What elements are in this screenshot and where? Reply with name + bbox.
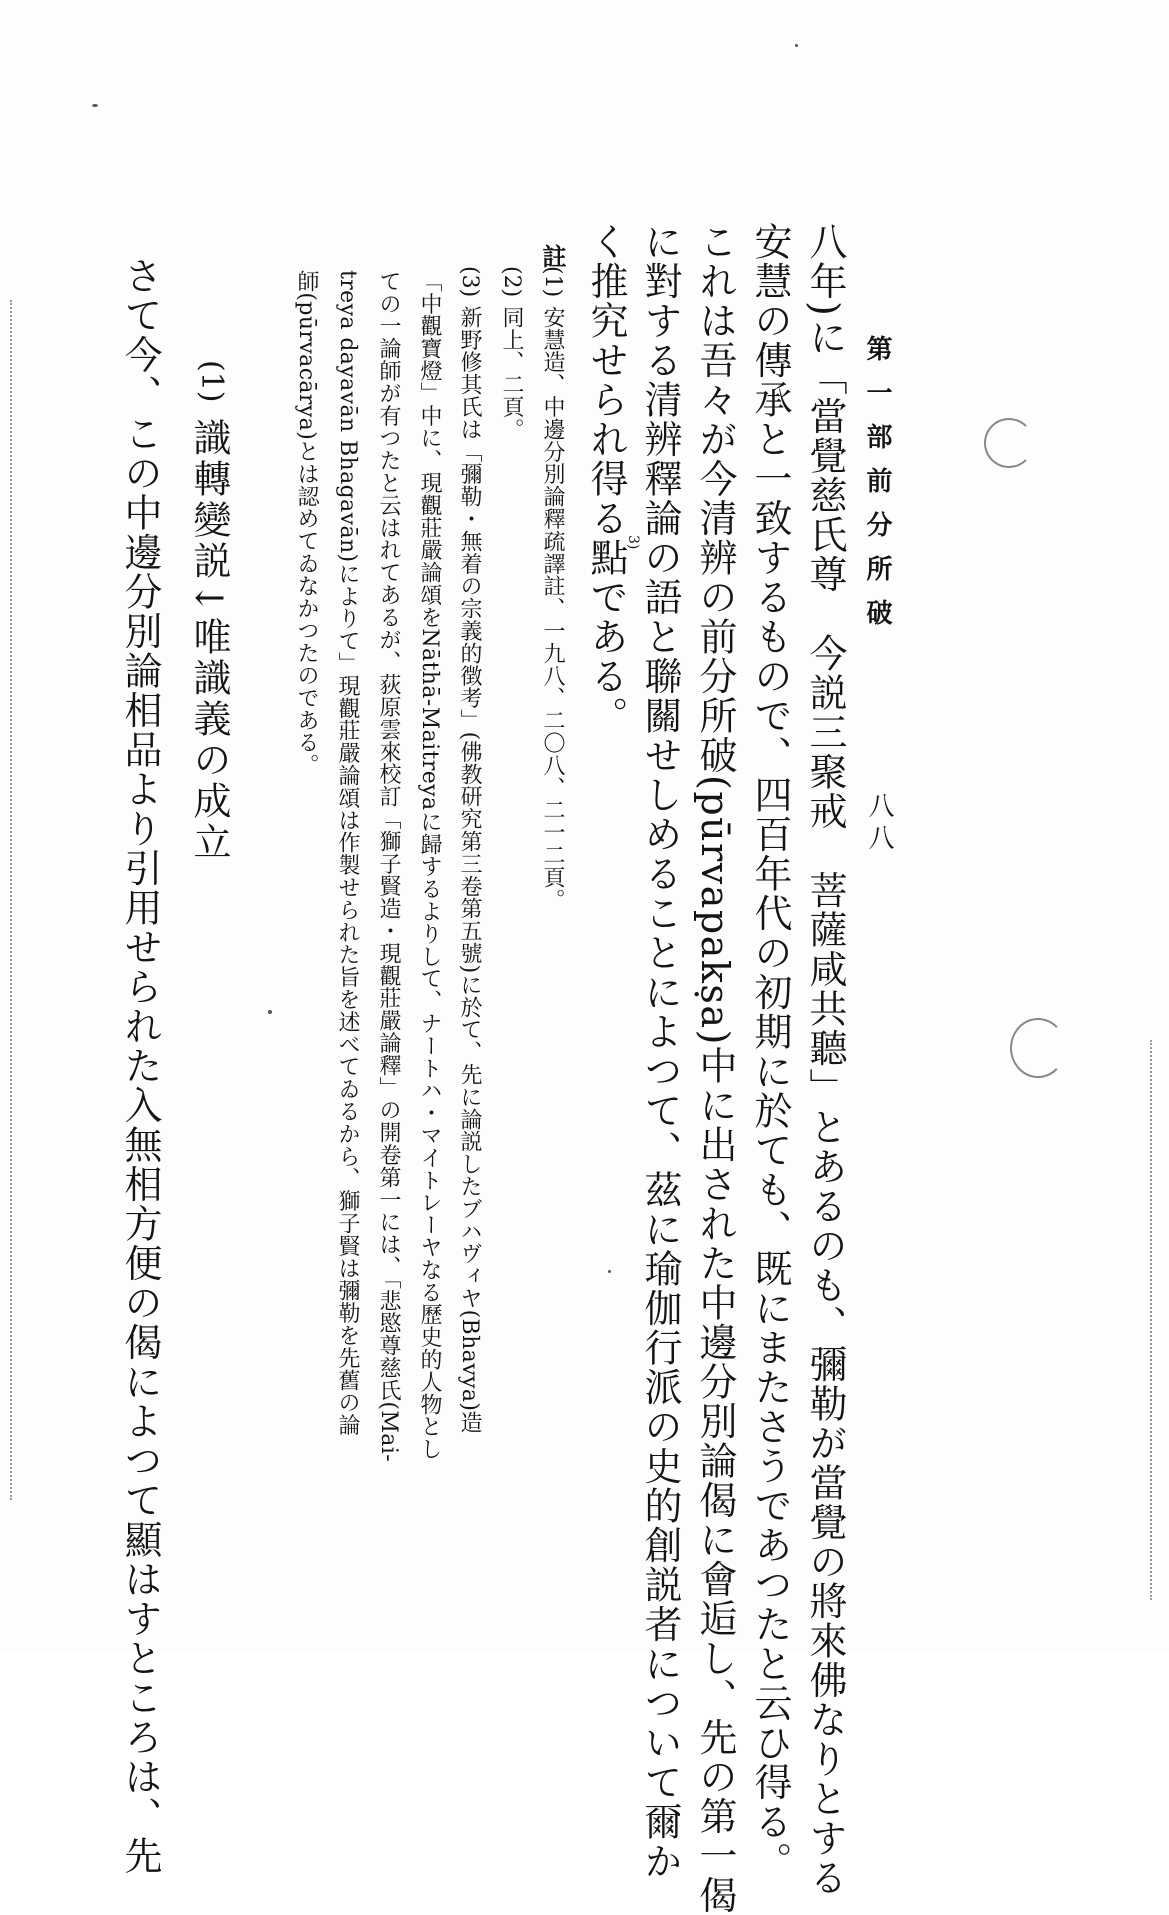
body-line: 安慧の傳承と一致するもので、四百年代の初期に於ても、既にまたさうであつたと云ひ得る。 <box>748 222 792 1881</box>
note-line: 同上、二頁。 <box>499 306 524 441</box>
note-line: 師(pūrvacārya)とは認めてゐなかつたのである。 <box>294 270 319 777</box>
note-line: 安慧造、中邊分別論釋疏譯註、一九八、二〇八、二一二頁。 <box>540 306 565 911</box>
note-line: ての一論師が有つたと云はれてあるが、荻原雲來校訂「獅子賢造・現觀莊嚴論釋」の開卷第一には、「悲愍尊慈氏(Mai- <box>376 270 401 1463</box>
running-title: 第一部前分所破 <box>862 335 892 643</box>
scan-edge-noise <box>10 300 15 1500</box>
scan-edge-noise <box>1150 1040 1155 1600</box>
body-line: これは吾々が今清辨の前分所破(pūrvapakṣa)中に出された中邊分別論偈に會逅し、先の第一偈 <box>693 222 737 1915</box>
footnote-ref: 3) <box>625 535 641 550</box>
body-line: く推究せられ得る點である。 <box>584 222 628 736</box>
scan-speck <box>92 104 98 107</box>
scan-speck <box>268 1010 272 1014</box>
note-line: 新野修其氏は「彌勒・無着の宗義的徴考」(佛教研究第三卷第五號)に於て、先に論説したブハヴィヤ(Bhavya)造 <box>457 306 482 1434</box>
scan-artifact-arc <box>1010 1018 1066 1078</box>
note-number: (1) <box>540 266 565 298</box>
body-line: に對する清辨釋論の語と聯關せしめることによつて、茲に瑜伽行派の史的創説者について爾か <box>638 222 682 1881</box>
notes-label: 註 <box>538 244 567 268</box>
scan-artifact-arc <box>984 418 1034 468</box>
page-number: 八八 <box>864 792 894 856</box>
body-line: さて今、この中邊分別論相品より引用せられた入無相方便の偈によつて顯はすところは、先 <box>118 256 162 1876</box>
note-line: treya dayavān Bhagavān)によりて」現觀莊嚴論頌は作製せられた旨を述べてゐるから、獅子賢は彌勒を先舊の論 <box>335 270 360 1437</box>
note-line: 「中觀寶燈」中に、現觀莊嚴論頌をNāthā-Maitreyaに歸するよりして、ナートハ・マイトレーヤなる歷史的人物とし <box>417 270 442 1461</box>
scan-speck <box>608 1270 611 1273</box>
scan-speck <box>795 44 798 47</box>
note-number: (2) <box>499 266 524 298</box>
note-number: (3) <box>457 266 482 298</box>
section-number: (1) <box>194 360 229 403</box>
section-title: 識轉變説↓唯識義の成立 <box>187 418 231 863</box>
body-line: 八年)に「當覺慈氏尊 今説三聚戒 菩薩咸共聽」とあるのも、彌勒が當覺の將來佛なりとする <box>803 222 847 1898</box>
